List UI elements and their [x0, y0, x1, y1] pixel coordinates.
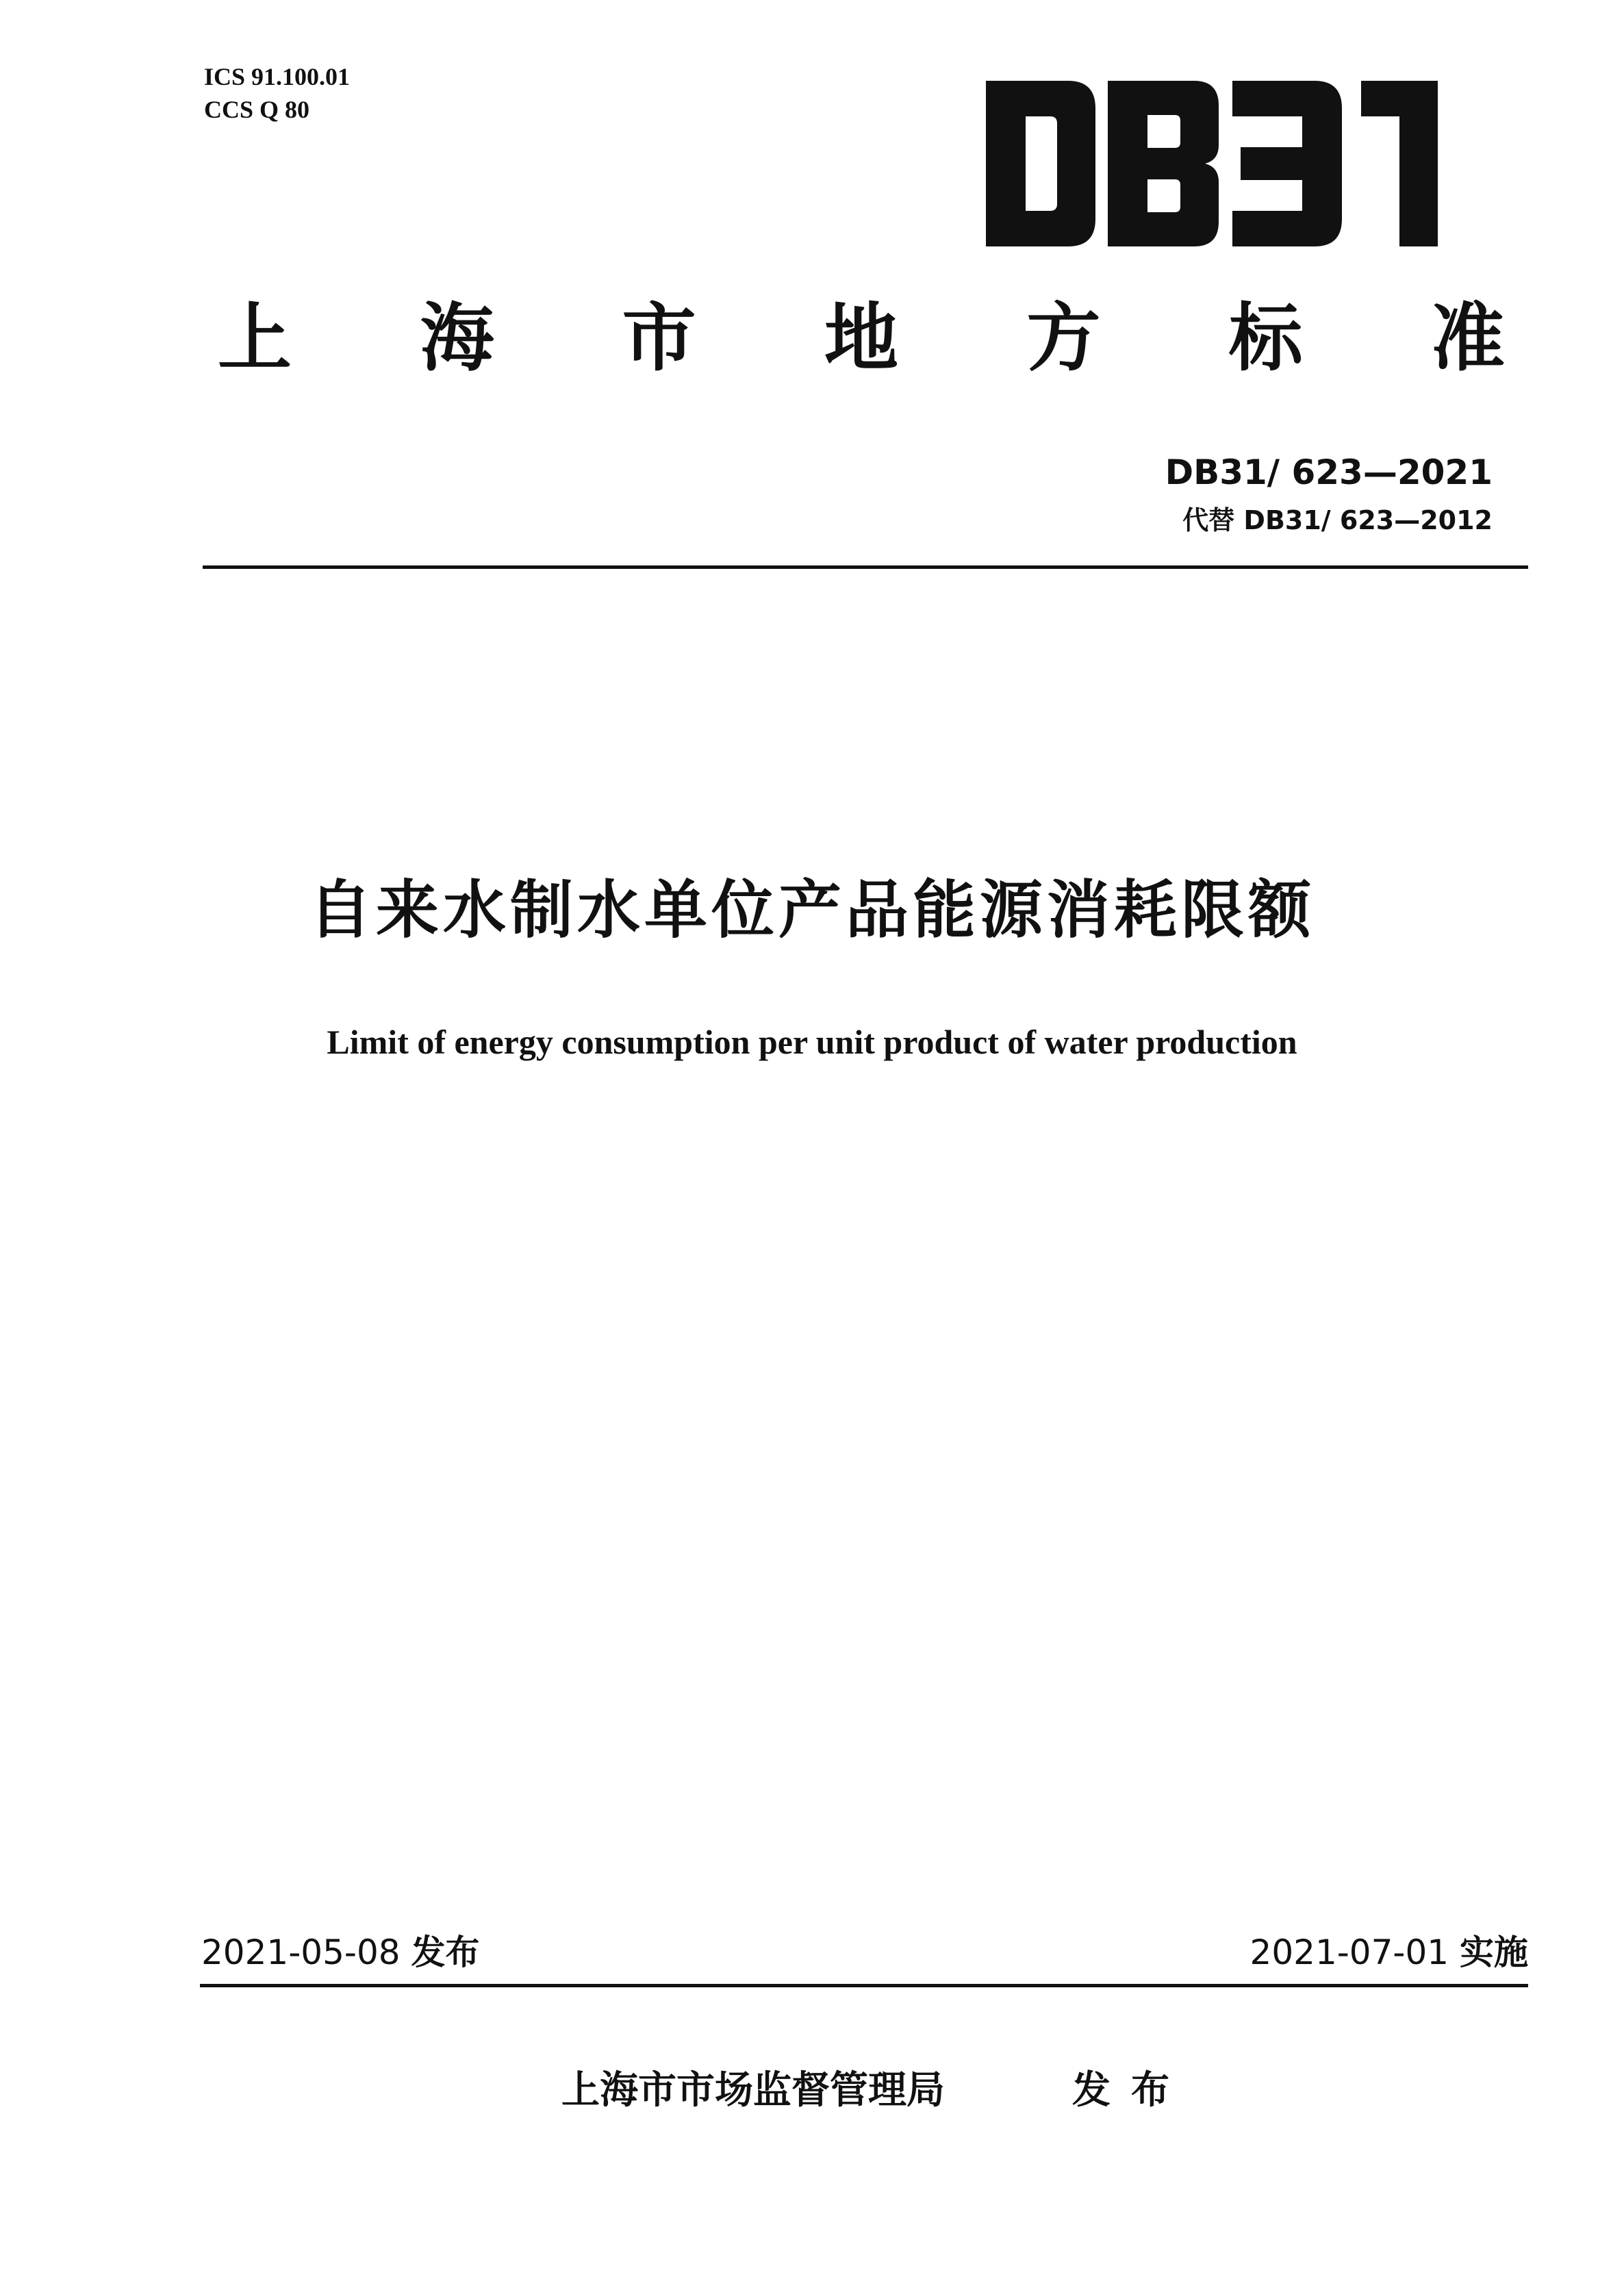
standard-type [218, 294, 1505, 383]
header-divider [203, 565, 1528, 569]
classification-codes [204, 60, 350, 126]
ccs-code: CCS Q 80 [204, 96, 310, 123]
logo-letter-d [986, 81, 1095, 246]
standard-type-char: 方 [1026, 296, 1101, 381]
issue-date [201, 1930, 479, 1974]
logo-letter-b [1108, 81, 1219, 246]
footer-divider [200, 1984, 1528, 1987]
standard-type-char: 准 [1430, 296, 1505, 381]
replaced-standard: 代替 DB31/ 623—2012 [1182, 505, 1493, 535]
publisher-name: 上海市市场监督管理局 [561, 2068, 945, 2113]
logo-digit-3 [1232, 81, 1342, 246]
title-english: Limit of energy consumption per unit product of water production [327, 1023, 1297, 1061]
standard-type-char: 海 [420, 296, 494, 381]
standard-type-char: 上 [218, 296, 292, 381]
standard-type-char: 地 [824, 296, 898, 381]
standard-number: DB31/ 623—2021 [1165, 453, 1493, 492]
implementation-date-value: 2021-07-01 [1249, 1933, 1449, 1972]
ics-code: ICS 91.100.01 [204, 63, 351, 90]
logo-digit-1 [1361, 81, 1438, 246]
issue-date-value: 2021-05-08 [201, 1933, 401, 1972]
implementation-date [1250, 1930, 1528, 1974]
standard-type-char: 市 [622, 296, 696, 381]
standard-type-char: 标 [1228, 296, 1303, 381]
implementation-label: 实施 [1460, 1933, 1528, 1972]
db31-logo [986, 81, 1438, 246]
issue-label: 发布 [411, 1933, 480, 1972]
publish-action: 发布 [1072, 2068, 1190, 2113]
title-chinese: 自来水制水单位产品能源消耗限额 [308, 874, 1315, 947]
